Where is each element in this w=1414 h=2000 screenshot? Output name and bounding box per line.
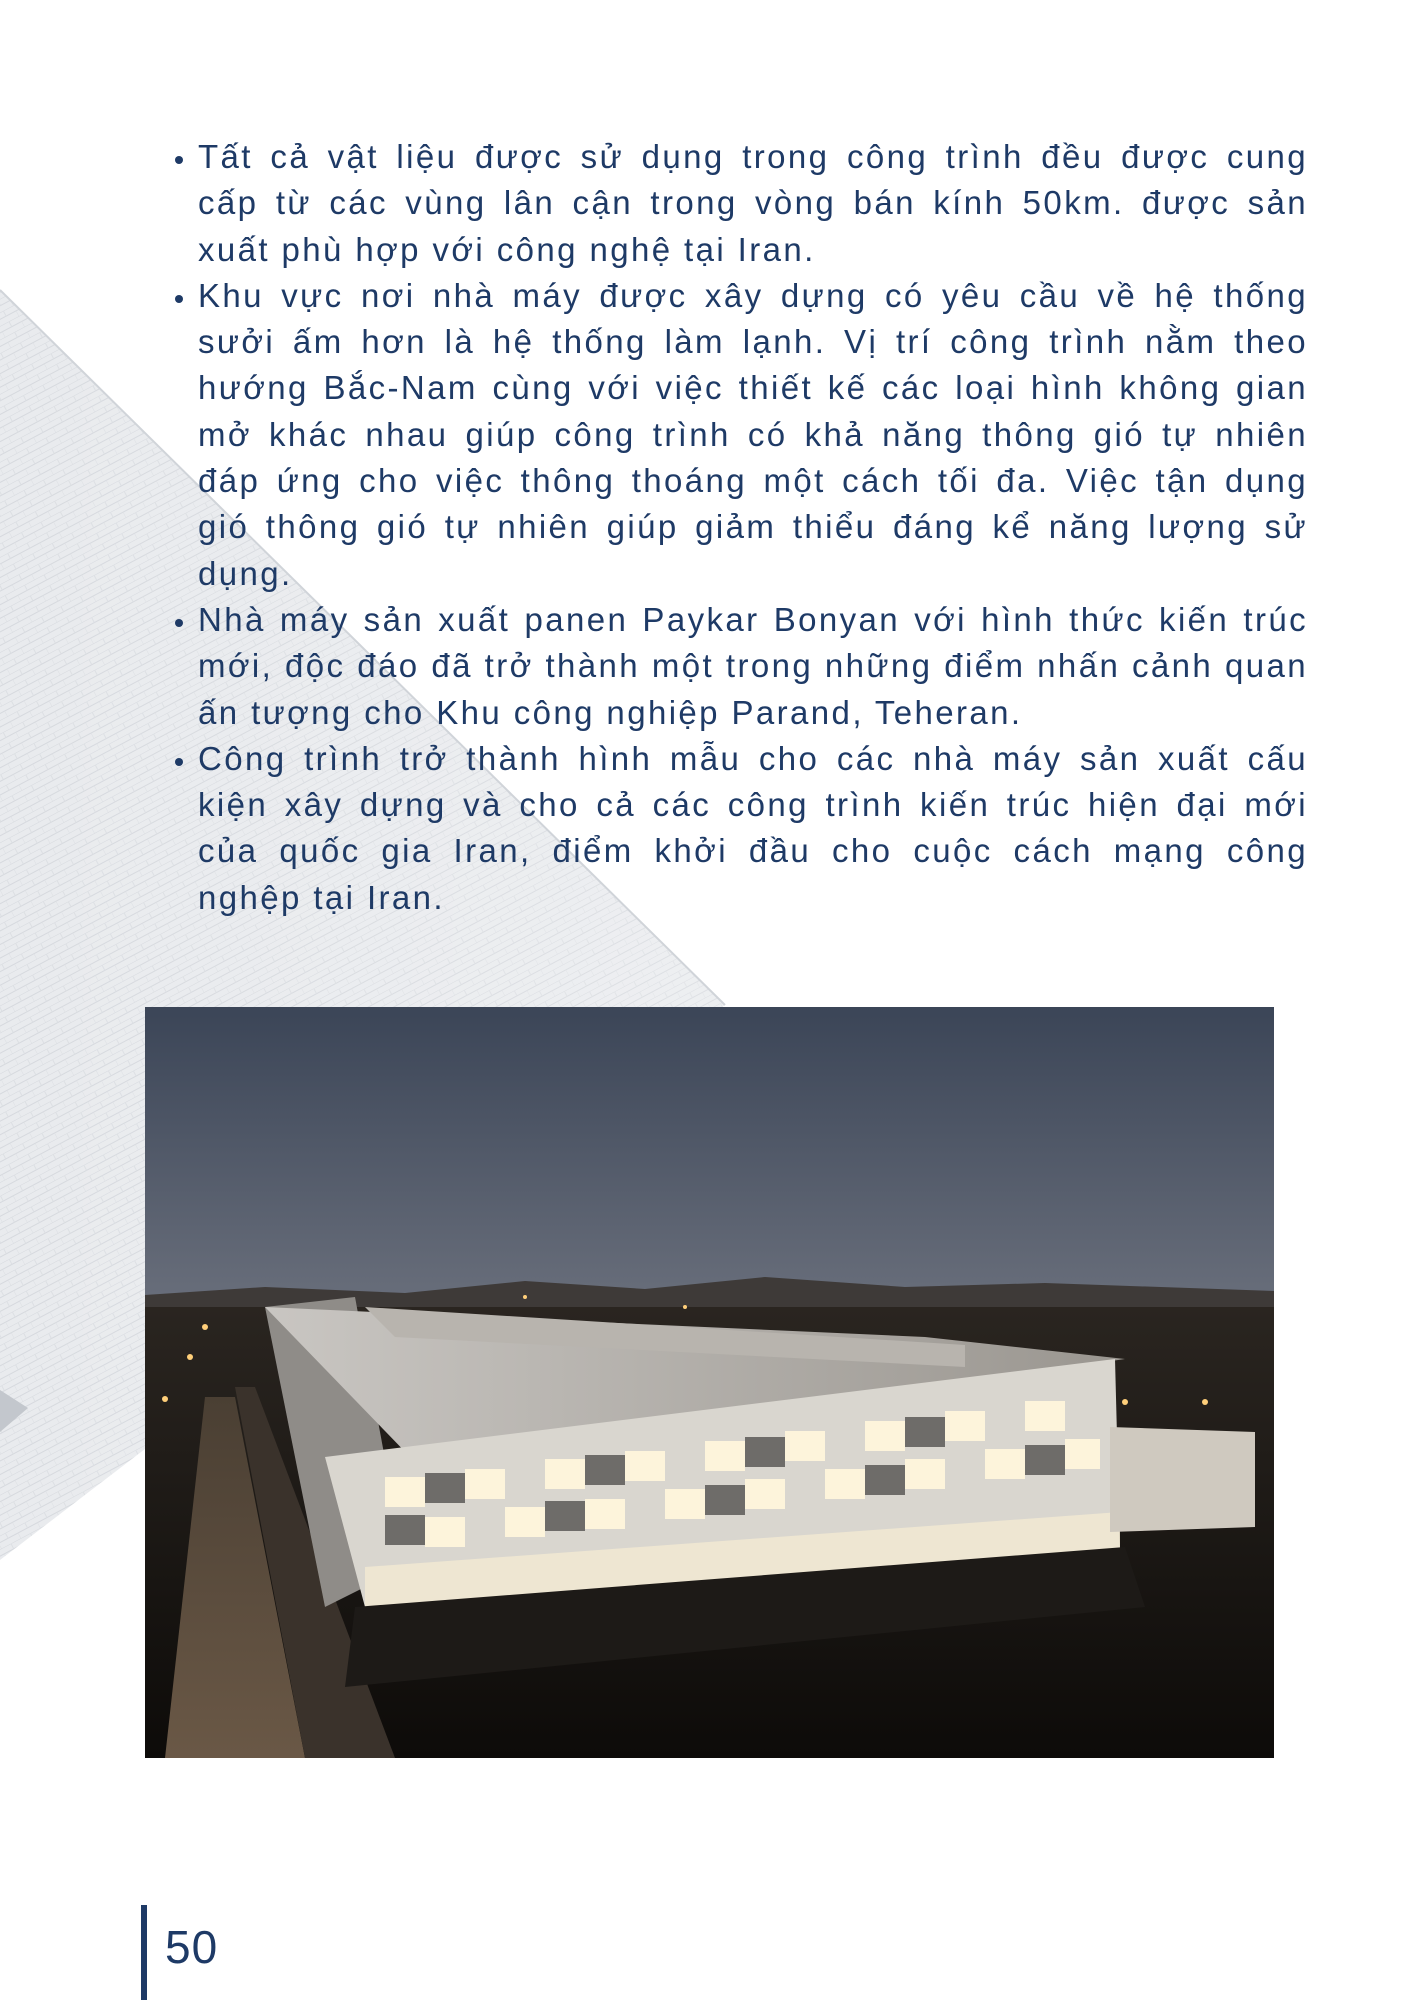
factory-photo-illustration xyxy=(145,1007,1274,1758)
bullet-item: • Khu vực nơi nhà máy được xây dựng có yêu cầu về hệ thống sưởi ấm hơn là hệ thống làm lạnh. Vị trí công trình nằm theo hướng Bắc-Nam cùng với việc thiết kế các loại hình không gian mở khác nhau giúp công trình có khả năng thông gió tự nhiên đáp ứng cho việc thông thoáng một cách tối đa. Việc tận dụng gió thông gió tự nhiên giúp giảm thiểu đáng kể năng lượng sử dụng. xyxy=(198,273,1308,597)
bullet-item: • Tất cả vật liệu được sử dụng trong công trình đều được cung cấp từ các vùng lân cận trong vòng bán kính 50km. được sản xuất phù hợp với công nghệ tại Iran. xyxy=(198,134,1308,273)
bullet-item: • Nhà máy sản xuất panen Paykar Bonyan với hình thức kiến trúc mới, độc đáo đã trở thành một trong những điểm nhấn cảnh quan ấn tượng cho Khu công nghiệp Parand, Teheran. xyxy=(198,597,1308,736)
factory-night-photo xyxy=(145,1007,1274,1758)
page-number: 50 xyxy=(165,1921,219,1973)
bullet-list xyxy=(164,134,1308,921)
page-number-bar xyxy=(141,1905,147,2000)
bullet-item: • Công trình trở thành hình mẫu cho các nhà máy sản xuất cấu kiện xây dựng và cho cả các công trình kiến trúc hiện đại mới của quốc gia Iran, điểm khởi đầu cho cuộc cách mạng công nghệp tại Iran. xyxy=(198,736,1308,921)
